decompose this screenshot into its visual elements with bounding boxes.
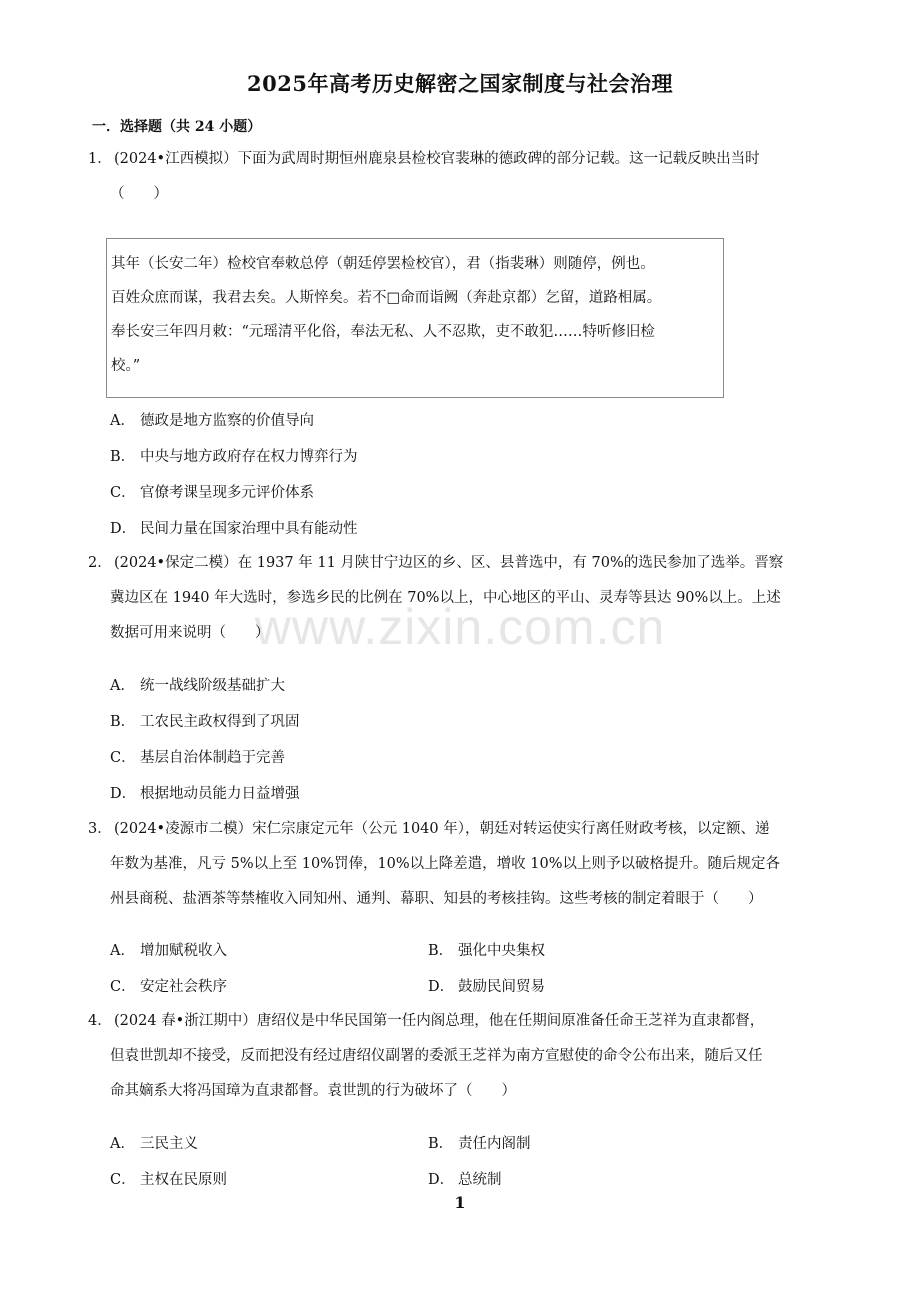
option-text: 民间力量在国家治理中具有能动性 xyxy=(140,521,358,537)
option-text: 中央与地方政府存在权力博弈行为 xyxy=(140,449,358,465)
option-text: 总统制 xyxy=(458,1172,502,1188)
option-a[interactable] xyxy=(110,939,227,960)
option-d[interactable] xyxy=(110,517,358,538)
quote-line: 奉长安三年四月敕：“元瑶清平化俗，奉法无私、人不忍欺，吏不敢犯……特听修旧检 xyxy=(111,324,655,340)
option-letter: B． xyxy=(110,714,136,730)
question-text: 冀边区在 1940 年大选时，参选乡民的比例在 70%以上，中心地区的平山、灵寿等县达 90%以上。上述 xyxy=(110,590,781,606)
question-3 xyxy=(88,812,836,917)
question-text: (2024 春•浙江期中）唐绍仪是中华民国第一任内阁总理，他在任期间原准备任命王芝祥为直隶都督， xyxy=(114,1013,765,1029)
question-number: 1． xyxy=(88,151,112,167)
option-b[interactable] xyxy=(428,1132,531,1153)
option-letter: D． xyxy=(428,979,455,995)
option-letter: A． xyxy=(110,943,135,959)
option-text: 增加赋税收入 xyxy=(140,943,227,959)
option-letter: C． xyxy=(110,1172,136,1188)
watermark: www.zixin.com.cn xyxy=(254,599,666,655)
option-letter: B． xyxy=(428,1136,454,1152)
option-text: 统一战线阶级基础扩大 xyxy=(140,678,285,694)
option-letter: D． xyxy=(428,1172,455,1188)
option-text: 主权在民原则 xyxy=(140,1172,227,1188)
option-letter: A． xyxy=(110,413,135,429)
option-d[interactable] xyxy=(428,975,545,996)
option-c[interactable] xyxy=(110,746,285,767)
question-text: (2024•凌源市二模）宋仁宗康定元年（公元 1040 年），朝廷对转运使实行离任财政考核，以定额、递 xyxy=(114,821,770,837)
option-letter: B． xyxy=(428,943,454,959)
quote-box xyxy=(106,238,724,398)
option-letter: D． xyxy=(110,786,137,802)
question-text: 但袁世凯却不接受，反而把没有经过唐绍仪副署的委派王芝祥为南方宣慰使的命令公布出来，随后又任 xyxy=(110,1048,763,1064)
option-letter: A． xyxy=(110,678,135,694)
option-text: 官僚考课呈现多元评价体系 xyxy=(140,485,314,501)
question-1 xyxy=(88,142,836,212)
document-title: 2025年高考历史解密之国家制度与社会治理 xyxy=(247,71,673,96)
question-text: 命其嫡系大将冯国璋为直隶都督。袁世凯的行为破坏了（ ） xyxy=(110,1083,516,1099)
option-text: 鼓励民间贸易 xyxy=(458,979,545,995)
option-text: 责任内阁制 xyxy=(458,1136,531,1152)
question-text: 数据可用来说明（ ） xyxy=(110,625,270,641)
option-d[interactable] xyxy=(110,782,300,803)
option-text: 三民主义 xyxy=(140,1136,198,1152)
option-text: 根据地动员能力日益增强 xyxy=(140,786,300,802)
question-2 xyxy=(88,546,836,651)
option-text: 工农民主政权得到了巩固 xyxy=(140,714,300,730)
question-number: 4． xyxy=(88,1013,112,1029)
question-text: (2024•保定二模）在 1937 年 11 月陕甘宁边区的乡、区、县普选中，有 70%的选民参加了选举。晋察 xyxy=(114,555,784,571)
option-letter: C． xyxy=(110,485,136,501)
question-text: （ ） xyxy=(110,186,168,202)
option-text: 德政是地方监察的价值导向 xyxy=(140,413,314,429)
option-d[interactable] xyxy=(428,1168,502,1189)
question-number: 2． xyxy=(88,555,112,571)
option-text: 基层自治体制趋于完善 xyxy=(140,750,285,766)
quote-line: 百姓众庶而谋，我君去矣。人斯悴矣。若不□命而诣阙（奔赴京都）乞留，道路相属。 xyxy=(111,290,662,306)
question-text: 州县商税、盐酒茶等禁榷收入同知州、通判、幕职、知县的考核挂钩。这些考核的制定着眼于（ ） xyxy=(110,891,763,907)
question-number: 3． xyxy=(88,821,112,837)
option-b[interactable] xyxy=(110,445,358,466)
option-b[interactable] xyxy=(110,710,300,731)
option-text: 强化中央集权 xyxy=(458,943,545,959)
option-a[interactable] xyxy=(110,409,314,430)
option-c[interactable] xyxy=(110,1168,227,1189)
option-a[interactable] xyxy=(110,1132,198,1153)
quote-line: 校。” xyxy=(111,358,141,374)
question-text: 年数为基准，凡亏 5%以上至 10%罚俸，10%以上降差遣，增收 10%以上则予以破格提升。随后规定各 xyxy=(110,856,781,872)
quote-line: 其年（长安二年）检校官奉敕总停（朝廷停罢检校官），君（指裴琳）则随停，例也。 xyxy=(111,256,655,272)
option-b[interactable] xyxy=(428,939,545,960)
option-letter: A． xyxy=(110,1136,135,1152)
section-heading: 一．选择题（共 24 小题） xyxy=(92,119,262,135)
option-letter: B． xyxy=(110,449,136,465)
page-number: 1 xyxy=(454,1193,466,1212)
option-letter: D． xyxy=(110,521,137,537)
option-c[interactable] xyxy=(110,975,227,996)
option-text: 安定社会秩序 xyxy=(140,979,227,995)
option-c[interactable] xyxy=(110,481,314,502)
option-letter: C． xyxy=(110,979,136,995)
option-a[interactable] xyxy=(110,674,285,695)
question-text: (2024•江西模拟）下面为武周时期恒州鹿泉县检校官裴琳的德政碑的部分记载。这一记载反映出当时 xyxy=(114,151,760,167)
question-4 xyxy=(88,1004,836,1109)
option-letter: C． xyxy=(110,750,136,766)
